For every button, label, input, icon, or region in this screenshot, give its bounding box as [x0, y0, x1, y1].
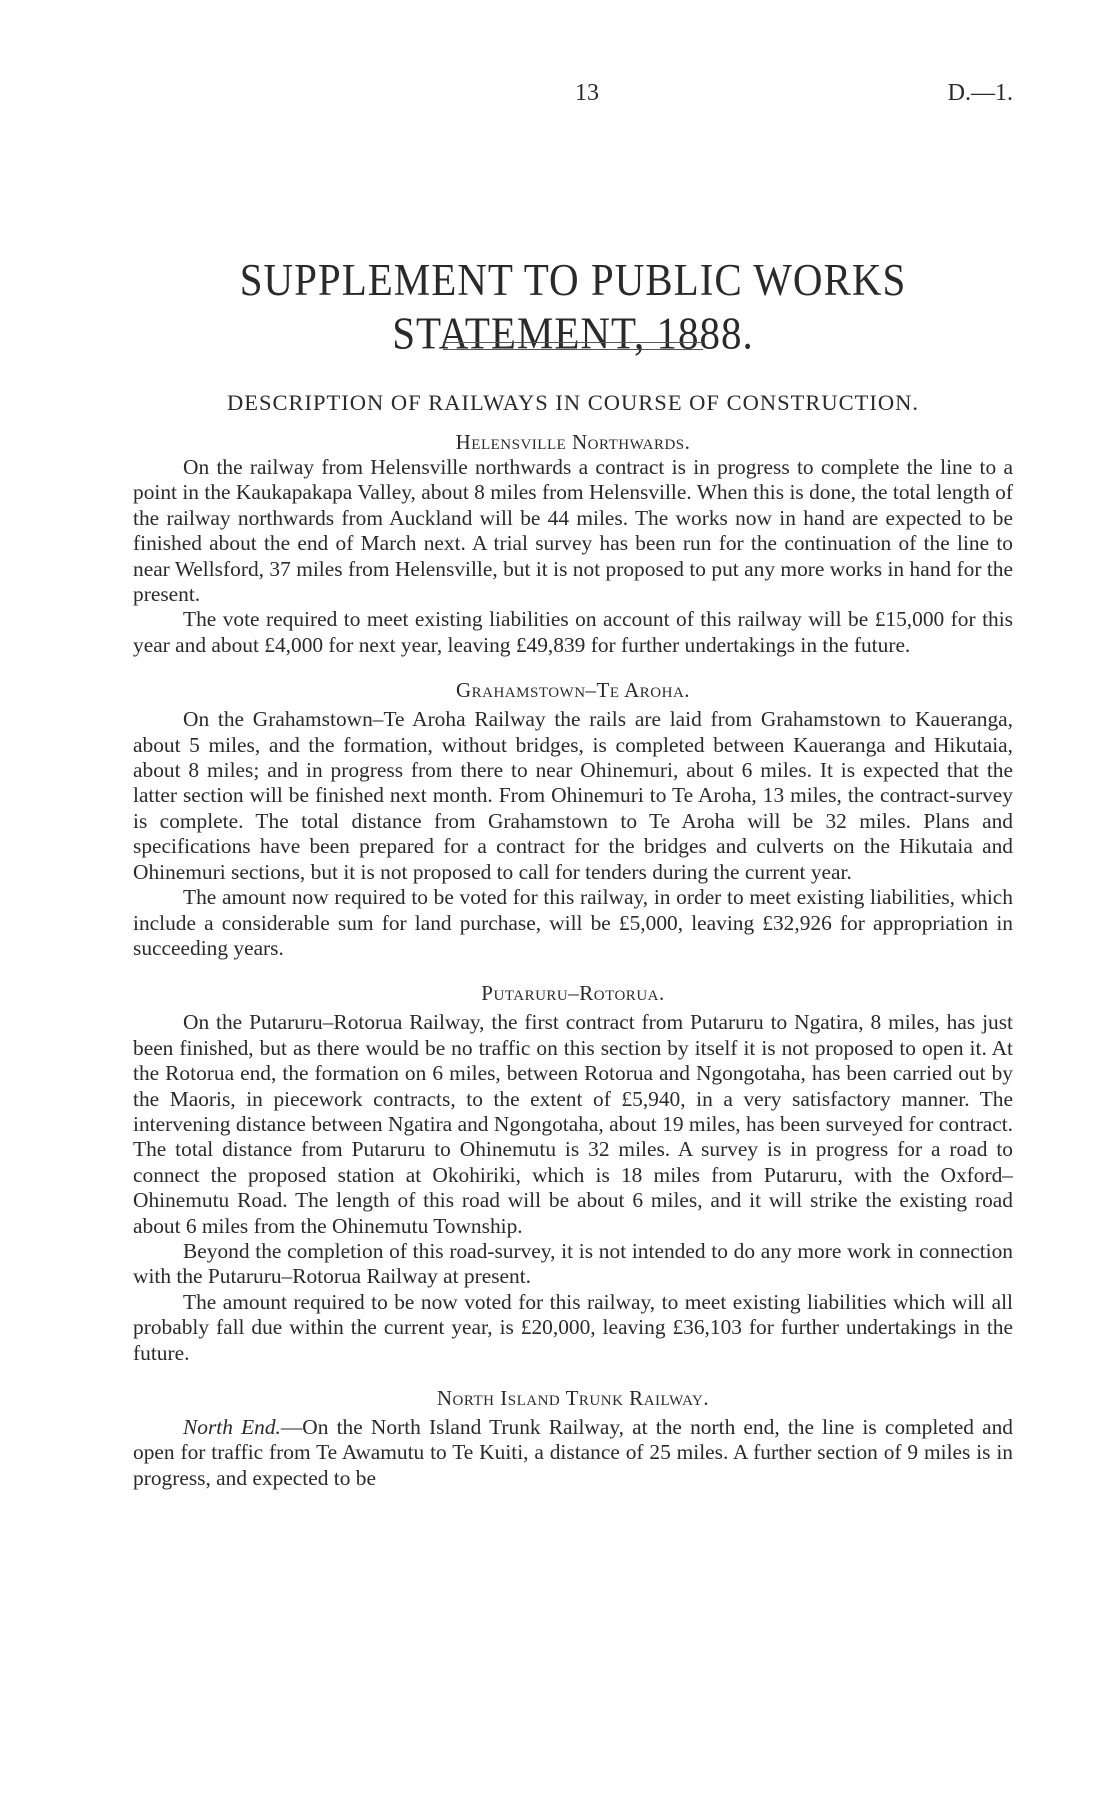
paragraph-lead: North End. [183, 1415, 281, 1439]
paragraph: The vote required to meet existing liabilities on account of this railway will be £15,000 for this year and about £4,000 for next year, leaving £49,839 for further undertakings in the future. [133, 607, 1013, 657]
section-helensville [133, 430, 1013, 658]
paragraph: Beyond the completion of this road-survey, it is not intended to do any more work in connection with the Putaruru–Rotorua Railway at present. [133, 1238, 1013, 1289]
paragraph: On the Putaruru–Rotorua Railway, the first contract from Putaruru to Ngatira, 8 miles, has just been finished, but as there would be no traffic on this section by itself it is not proposed to open it. At the Rotorua end, the formation on 6 miles, between Rotorua and Ngongotaha, has been carried out by the Maoris, in piecework contracts, to the extent of £5,940, in a very satisfactory manner. The intervening distance between Ngatira and Ngongotaha, about 19 miles, has been surveyed for contract. The total distance from Putaruru to Ohinemutu is 32 miles. A survey is in progress for a road to connect the proposed station at Okohiriki, which is 18 miles from Putaruru, with the Oxford–Ohinemutu Road. The length of this road will be about 6 miles, and it will strike the existing road about 6 miles from the Ohinemutu Township. [133, 1010, 1013, 1238]
page-title: SUPPLEMENT TO PUBLIC WORKS STATEMENT, 1888. [239, 253, 907, 359]
document-reference: D.—1. [947, 80, 1013, 106]
section-heading: Grahamstown–Te Aroha. [455, 678, 691, 703]
paragraph: On the Grahamstown–Te Aroha Railway the rails are laid from Grahamstown to Kaueranga, about 5 miles, and the formation, without bridges, is completed between Kaueranga and Hikutaia, about 8 miles; and in progress from there to near Ohinemuri, about 6 miles. It is expected that the latter section will be finished next month. From Ohinemuri to Te Aroha, 13 miles, the contract-survey is complete. The total distance from Grahamstown to Te Aroha will be 32 miles. Plans and specifications have been prepared for a contract for the bridges and culverts on the Hikutaia and Ohinemuri sections, but it is not proposed to call for tenders during the current year. [133, 707, 1013, 884]
section-putaruru [133, 981, 1013, 1366]
section-heading: Putaruru–Rotorua. [481, 981, 665, 1006]
paragraph-text: —On the North Island Trunk Railway, at the north end, the line is completed and open for traffic from Te Awamutu to Te Kuiti, a distance of 25 miles. A further section of 9 miles is in progress, and expected to be [133, 1415, 1013, 1490]
section-grahamstown [133, 678, 1013, 961]
paragraph: The amount now required to be voted for this railway, in order to meet existing liabilities, which include a considerable sum for land purchase, will be £5,000, leaving £32,926 for appropriation in succeeding years. [133, 885, 1013, 960]
section-heading: Helensville Northwards. [455, 430, 691, 454]
title-double-rule [443, 342, 703, 350]
document-body [133, 390, 1013, 1491]
paragraph: The amount required to be now voted for this railway, to meet existing liabilities which will all probably fall due within the current year, is £20,000, leaving £36,103 for further undertakings in the future. [133, 1289, 1013, 1365]
document-subtitle: DESCRIPTION OF RAILWAYS IN COURSE OF CONSTRUCTION. [227, 390, 919, 415]
section-heading: North Island Trunk Railway. [436, 1386, 710, 1410]
paragraph [133, 1415, 1013, 1491]
section-north-island-trunk [133, 1386, 1013, 1491]
running-header [133, 80, 1013, 110]
paragraph: On the railway from Helensville northwards a contract is in progress to complete the line to a point in the Kaukapakapa Valley, about 8 miles from Helensville. When this is done, the total length of the railway northwards from Auckland will be 44 miles. The works now in hand are expected to be finished about the end of March next. A trial survey has been run for the continuation of the line to near Wellsford, 37 miles from Helensville, but it is not proposed to put any more works in hand for the present. [133, 455, 1013, 607]
page-number: 13 [575, 80, 599, 106]
